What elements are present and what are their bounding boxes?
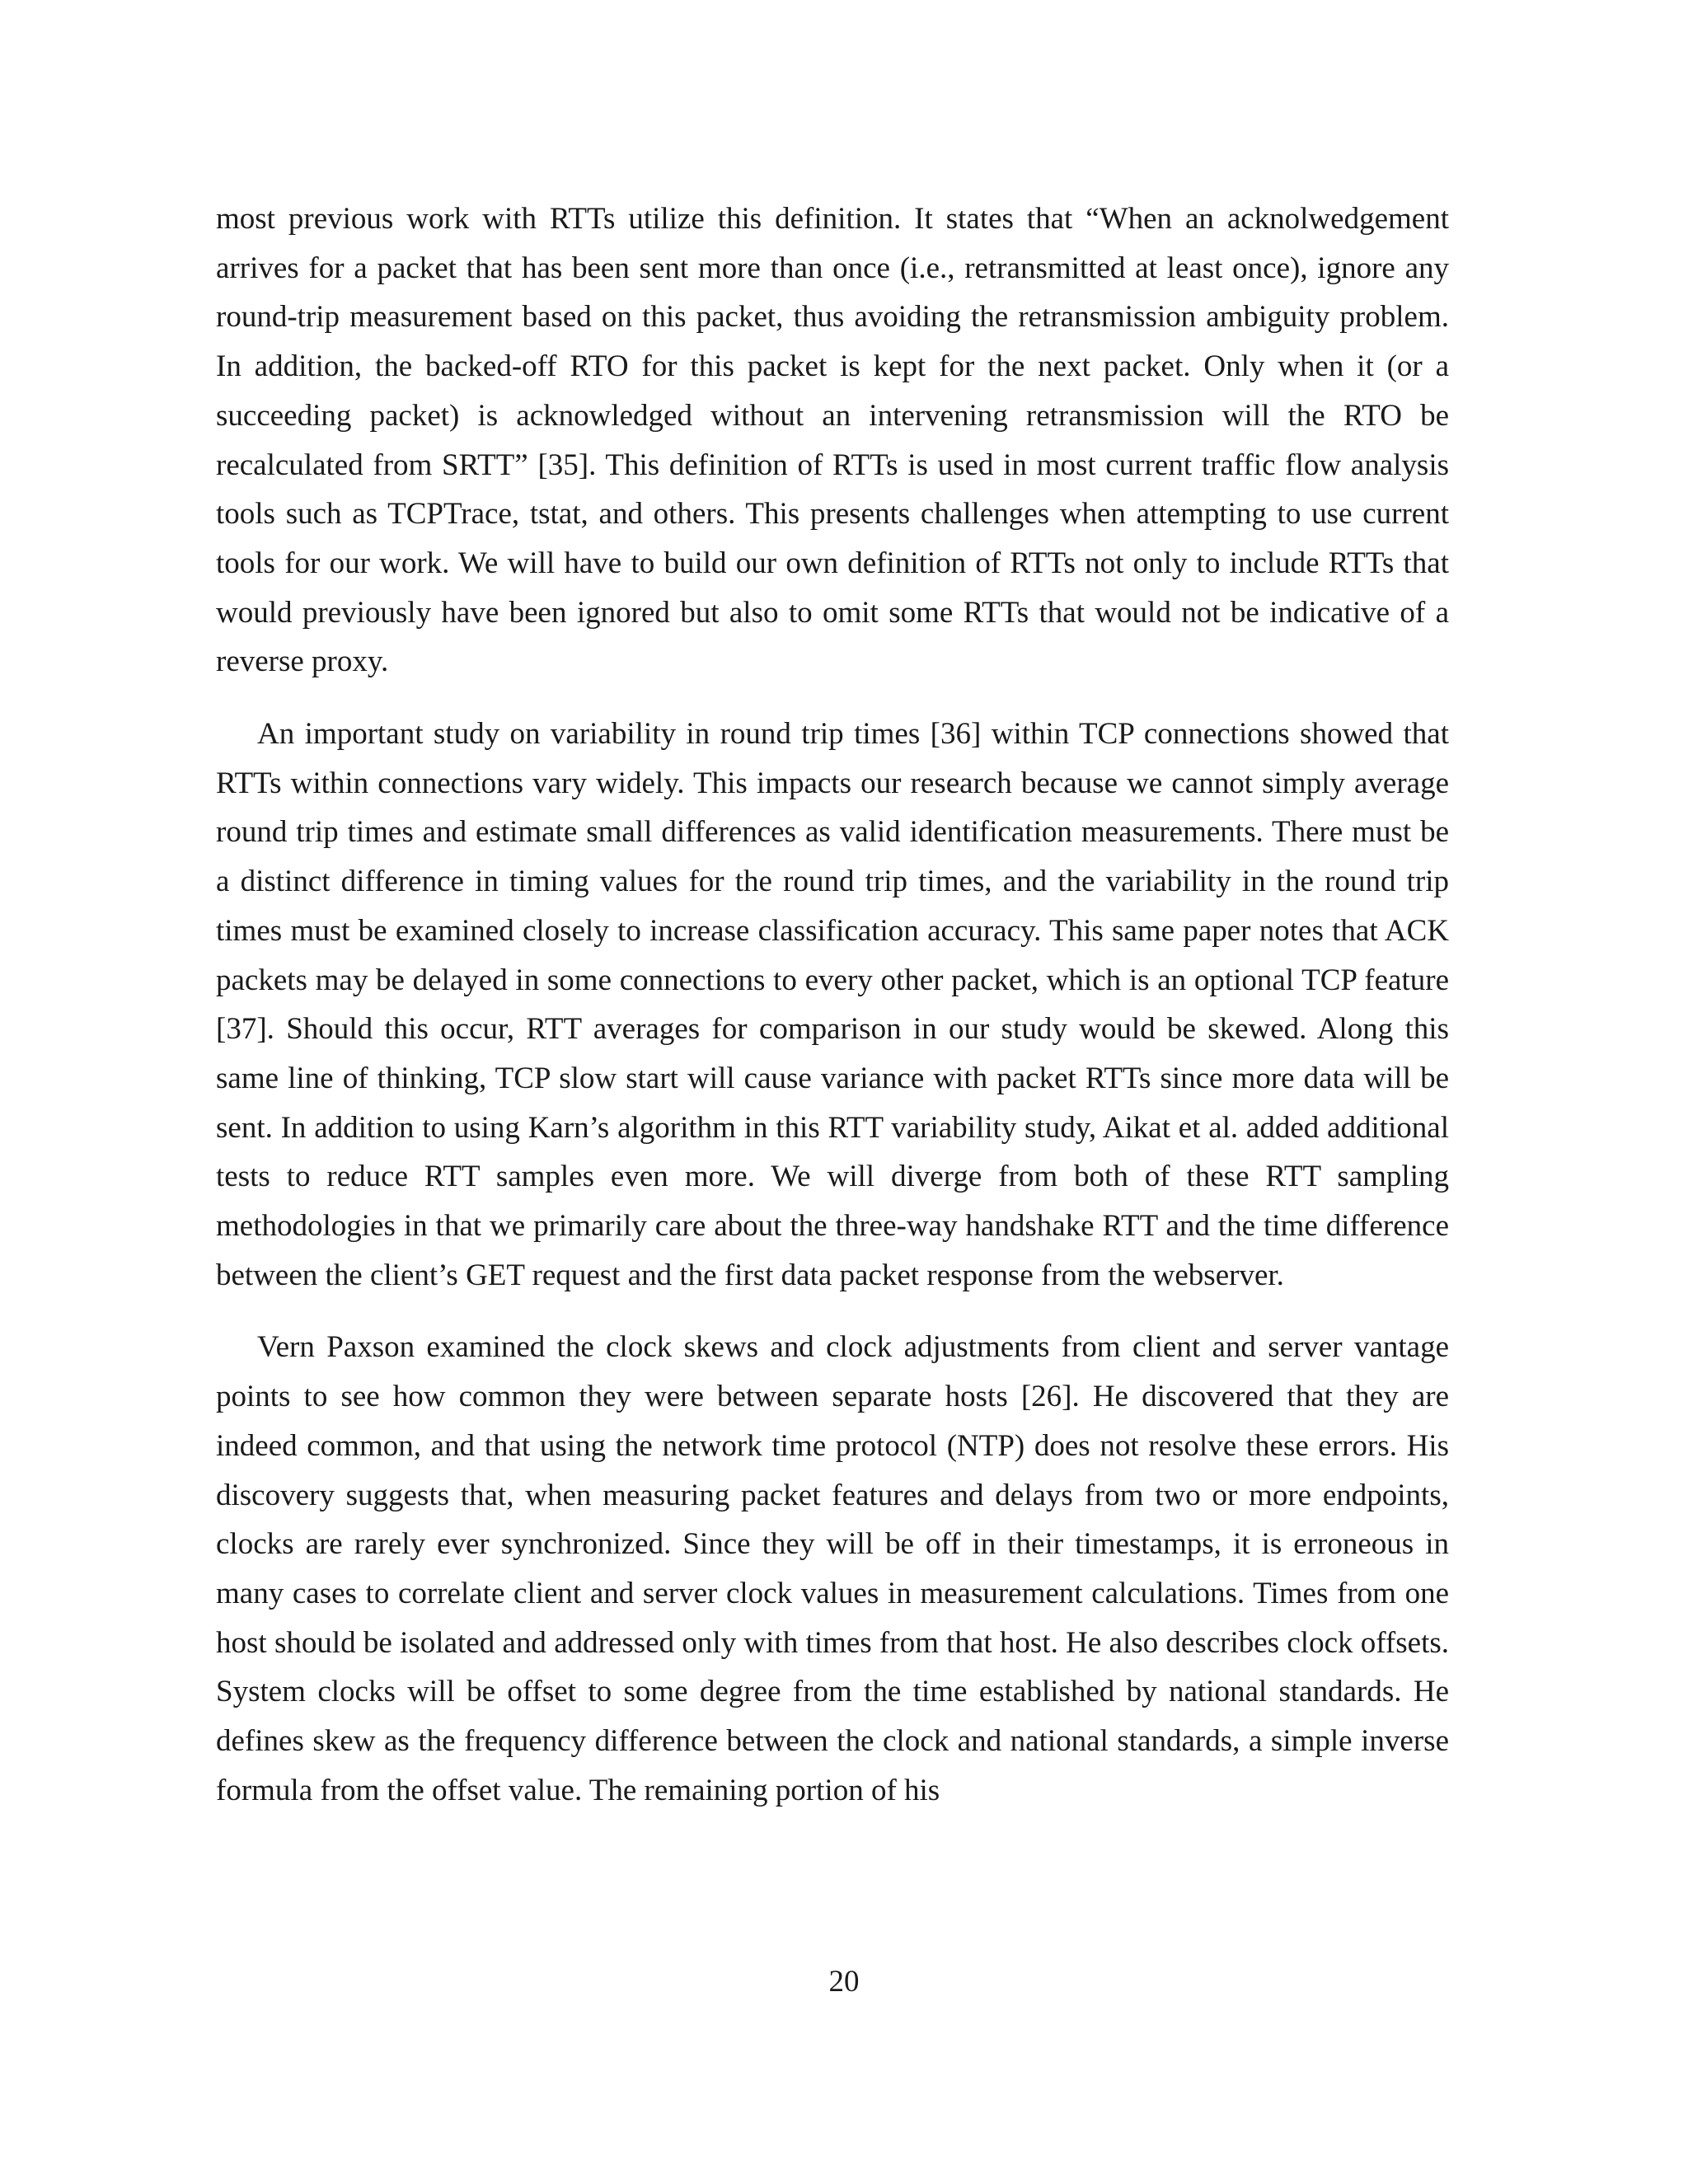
paragraph-spacer <box>216 687 1449 710</box>
paragraph-spacer <box>216 1300 1449 1323</box>
paragraph-1: most previous work with RTTs utilize this definition. It states that “When an acknolwedgement arrives for a packet that has been sent more than once (i.e., retransmitted at least once), ignore any round-trip measurement based on this packet, thus avoiding the retransmission ambiguity problem. In addition, the backed-off RTO for this packet is kept for the next packet. Only when it (or a succeeding packet) is acknowledged without an intervening retransmission will the RTO be recalculated from SRTT” [35]. This definition of RTTs is used in most current traffic flow analysis tools such as TCPTrace, tstat, and others. This presents challenges when attempting to use current tools for our work. We will have to build our own definition of RTTs not only to include RTTs that would previously have been ignored but also to omit some RTTs that would not be indicative of a reverse proxy. <box>216 202 1449 679</box>
paragraph-2: An important study on variability in round trip times [36] within TCP connections showed that RTTs within connections vary widely. This impacts our research because we cannot simply average round trip times and estimate small differences as valid identification measurements. There must be a distinct difference in timing values for the round trip times, and the variability in the round trip times must be examined closely to increase classification accuracy. This same paper notes that ACK packets may be delayed in some connections to every other packet, which is an optional TCP feature [37]. Should this occur, RTT averages for comparison in our study would be skewed. Along this same line of thinking, TCP slow start will cause variance with packet RTTs since more data will be sent. In addition to using Karn’s algorithm in this RTT variability study, Aikat et al. added additional tests to reduce RTT samples even more. We will diverge from both of these RTT sampling methodologies in that we primarily care about the three-way handshake RTT and the time difference between the client’s GET request and the first data packet response from the webserver. <box>216 717 1449 1292</box>
paragraph-3: Vern Paxson examined the clock skews and clock adjustments from client and server vantage points to see how common they were between separate hosts [26]. He discovered that they are indeed common, and that using the network time protocol (NTP) does not resolve these errors. His discovery suggests that, when measuring packet features and delays from two or more endpoints, clocks are rarely ever synchronized. Since they will be off in their timestamps, it is erroneous in many cases to correlate client and server clock values in measurement calculations. Times from one host should be isolated and addressed only with times from that host. He also describes clock offsets. System clocks will be offset to some degree from the time established by national standards. He defines skew as the frequency difference between the clock and national standards, a simple inverse formula from the offset value. The remaining portion of his <box>216 1330 1449 1807</box>
body-text <box>216 194 1449 1816</box>
page-number: 20 <box>828 1965 860 1999</box>
